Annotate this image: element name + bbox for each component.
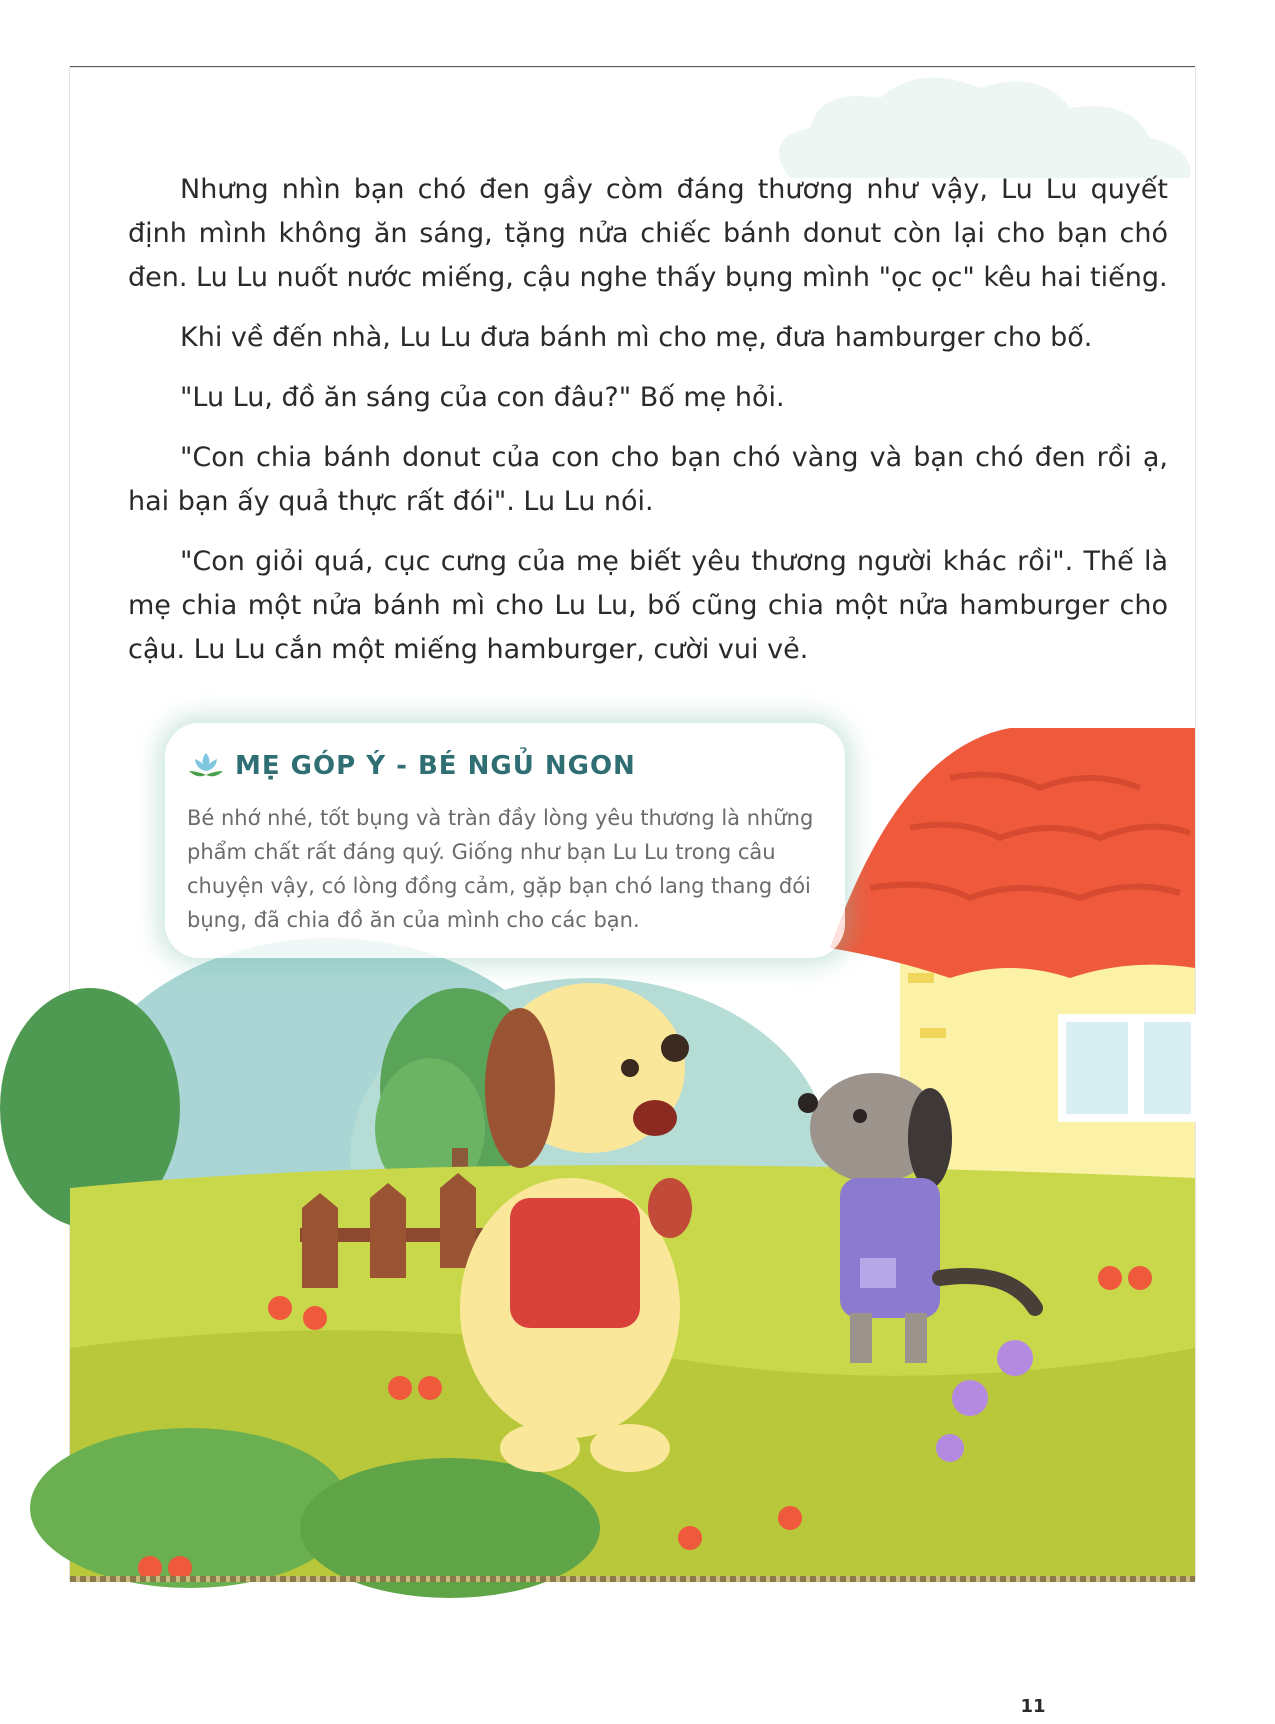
parent-tip-box — [165, 723, 845, 958]
page-bottom-edge — [70, 1576, 1195, 1582]
lotus-icon — [187, 749, 225, 783]
cloud-decoration — [750, 68, 1195, 178]
page-number: 11 — [1015, 1688, 1051, 1724]
book-page — [70, 68, 1195, 1717]
story-paragraph-1: Nhưng nhìn bạn chó đen gầy còm đáng thương như vậy, Lu Lu quyết định mình không ăn sáng, tặng nửa chiếc bánh donut còn lại cho bạn chó đen. Lu Lu nuốt nước miếng, cậu nghe thấy bụng mình "ọc ọc" kêu hai tiếng. — [128, 174, 1168, 293]
story-paragraph-4: "Con chia bánh donut của con cho bạn chó vàng và bạn chó đen rồi ạ, hai bạn ấy quả thực rất đói". Lu Lu nói. — [128, 442, 1168, 517]
tip-text: Bé nhớ nhé, tốt bụng và tràn đầy lòng yêu thương là những phẩm chất rất đáng quý. Giống như bạn Lu Lu trong câu chuyện vậy, có lòng đồng cảm, gặp bạn chó lang thang đói bụng, đã chia đồ ăn của mình cho các bạn. — [187, 806, 814, 932]
story-paragraph-3: "Lu Lu, đồ ăn sáng của con đâu?" Bố mẹ hỏi. — [180, 382, 785, 413]
story-text — [128, 168, 1168, 688]
story-paragraph-2: Khi về đến nhà, Lu Lu đưa bánh mì cho mẹ, đưa hamburger cho bố. — [180, 322, 1093, 353]
story-paragraph-5: "Con giỏi quá, cục cưng của mẹ biết yêu thương người khác rồi". Thế là mẹ chia một nửa bánh mì cho Lu Lu, bố cũng chia một nửa hamburger cho cậu. Lu Lu cắn một miếng hamburger, cười vui vẻ. — [128, 546, 1168, 665]
tip-title: MẸ GÓP Ý - BÉ NGỦ NGON — [235, 751, 636, 781]
tip-header — [187, 749, 636, 783]
